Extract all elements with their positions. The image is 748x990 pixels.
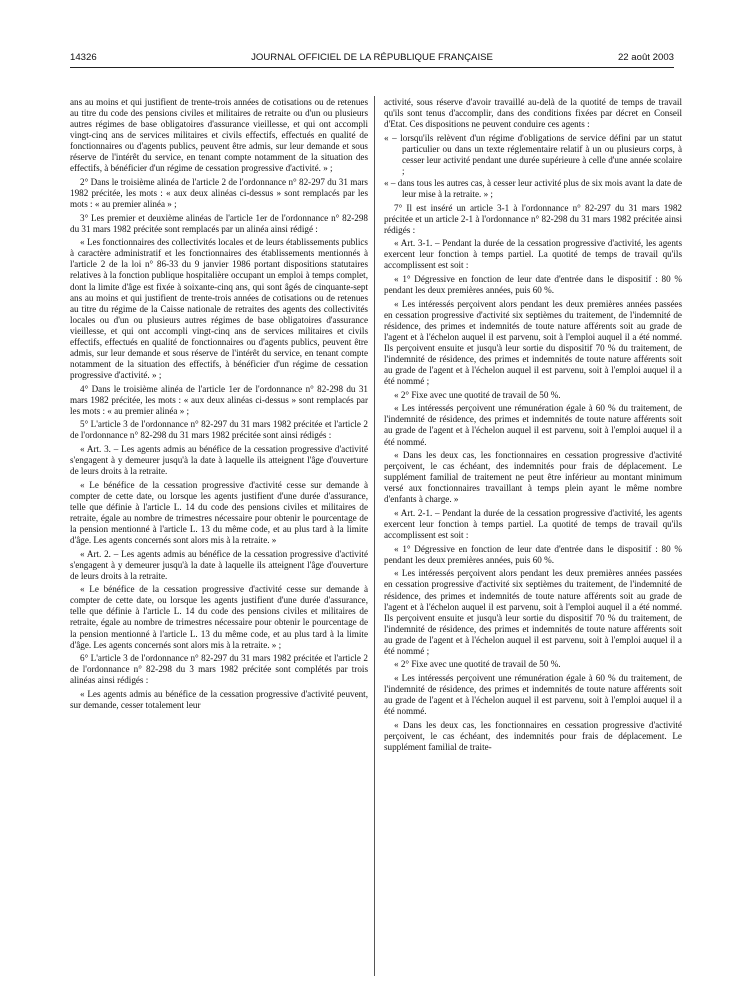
- paragraph: « 2° Fixe avec une quotité de travail de 50 %.: [394, 659, 561, 670]
- list-item: « – lorsqu'ils relèvent d'un régime d'obligations de service défini par un statut particulier ou dans un texte réglementaire relatif à un ou plusieurs corps, à cesser leur activité pendant une durée supérieure à celle d'une année scolaire ;: [384, 132, 682, 176]
- paragraph: ans au moins et qui justifient de trente-trois années de cotisations ou de retenues au titre du code des pensions civiles et militaires de retraite ou d'un ou plusieurs autres régimes de base obligatoires d'assurance vieillesse, et qui ont accompli vingt-cinq ans de services militaires et civils effectifs, effectués en qualité de fonctionnaires ou d'agents publics, peuvent être admis, sur leur demande et sous réserve de l'intérêt du service, en tenant compte notamment de la situation des effectifs, à bénéficier d'un régime de cessation progressive d'activité. » ;: [70, 97, 368, 174]
- issue-date: 22 août 2003: [617, 52, 674, 63]
- paragraph: 2° Dans le troisième alinéa de l'article 2 de l'ordonnance n° 82-297 du 31 mars 1982 précitée, les mots : « aux deux alinéas ci-dessus » sont remplacés par les mots : « au premier alinéa » ;: [70, 176, 368, 210]
- paragraph: « Dans les deux cas, les fonctionnaires en cessation progressive d'activité perçoivent, le cas échéant, des indemnités pour frais de déplacement. Le supplément familial de traite-: [384, 719, 682, 752]
- paragraph: « Les intéressés perçoivent une rémunération égale à 60 % du traitement, de l'indemnité de résidence, des primes et indemnités de toute nature afférents soit au grade de l'agent et à l'échelon auquel il est parvenu, soit à l'emploi auquel il a été nommé.: [384, 403, 682, 447]
- paragraph: « Art. 3-1. – Pendant la durée de la cessation progressive d'activité, les agents exercent leur fonction à temps partiel. La quotité de temps de travail qu'ils accomplissent est soit :: [384, 238, 682, 271]
- paragraph: 7° Il est inséré un article 3-1 à l'ordonnance n° 82-297 du 31 mars 1982 précitée et un article 2-1 à l'ordonnance n° 82-298 du 31 mars 1982 précitée ainsi rédigés :: [384, 202, 682, 235]
- paragraph: « 1° Dégressive en fonction de leur date d'entrée dans le dispositif : 80 % pendant les deux premières années, puis 60 %.: [384, 274, 682, 296]
- journal-title: JOURNAL OFFICIEL DE LA RÉPUBLIQUE FRANÇAISE: [251, 52, 493, 63]
- paragraph: « 1° Dégressive en fonction de leur date d'entrée dans le dispositif : 80 % pendant les deux premières années, puis 60 %.: [384, 543, 682, 565]
- paragraph: « Art. 3. – Les agents admis au bénéfice de la cessation progressive d'activité s'engagent à y demeurer jusqu'à la date à laquelle ils atteignent l'âge d'ouverture de leurs droits à la retraite.: [70, 443, 368, 477]
- paragraph: « 2° Fixe avec une quotité de travail de 50 %.: [394, 389, 561, 400]
- header-rule: [70, 67, 674, 68]
- right-column: [384, 97, 682, 977]
- paragraph: 5° L'article 3 de l'ordonnance n° 82-297 du 31 mars 1982 précitée et l'article 2 de l'ordonnance n° 82-298 du 31 mars 1982 précitée sont ainsi rédigés :: [70, 419, 368, 441]
- paragraph: « Les intéressés perçoivent une rémunération égale à 60 % du traitement, de l'indemnité de résidence, des primes et indemnités de toute nature afférents soit au grade de l'agent et à l'échelon auquel il est parvenu, soit à l'emploi auquel il a été nommé.: [384, 673, 682, 717]
- paragraph: « Art. 2. – Les agents admis au bénéfice de la cessation progressive d'activité s'engagent à y demeurer jusqu'à la date à laquelle ils atteignent l'âge d'ouverture de leurs droits à la retraite.: [70, 548, 368, 581]
- page-number: 14326: [70, 52, 97, 63]
- paragraph: 4° Dans le troisième alinéa de l'article 1er de l'ordonnance n° 82-298 du 31 mars 1982 précitée, les mots : « aux deux alinéas ci-dessus » sont remplacés par les mots : « au premier alinéa » ;: [70, 383, 368, 416]
- paragraph: « Dans les deux cas, les fonctionnaires en cessation progressive d'activité perçoivent, le cas échéant, des indemnités pour frais de déplacement. Le supplément familial de traitement ne peut être inférieur au montant minimum versé aux fonctionnaires travaillant à temps plein ayant le même nombre d'enfants à charge. »: [384, 450, 682, 505]
- left-column: [70, 97, 368, 977]
- column-divider: [374, 96, 375, 976]
- paragraph: activité, sous réserve d'avoir travaillé au-delà de la quotité de temps de travail qu'ils sont tenus d'accomplir, dans des conditions fixées par décret en Conseil d'Etat. Ces dispositions ne peuvent conduire ces agents :: [384, 97, 682, 130]
- paragraph: « Art. 2-1. – Pendant la durée de la cessation progressive d'activité, les agents exercent leur fonction à temps partiel. La quotité de temps de travail qu'ils accomplissent est soit :: [384, 507, 682, 541]
- paragraph: « Le bénéfice de la cessation progressive d'activité cesse sur demande à compter de cette date, ou lorsque les agents justifient d'une durée d'assurance, telle que définie à l'article L. 14 du code des pensions civiles et militaires de retraite, égale au nombre de trimestres nécessaire pour obtenir le pourcentage de la pension mentionné à l'article L. 13 du même code, et au plus tard à la limite d'âge. Les agents concernés sont alors mis à la retraite. »: [70, 479, 368, 545]
- paragraph: « Les agents admis au bénéfice de la cessation progressive d'activité peuvent, sur demande, cesser totalement leur: [70, 688, 368, 710]
- dash-list: [384, 133, 682, 200]
- paragraph: « Les intéressés perçoivent alors pendant les deux premières années passées en cessation progressive d'activité six septièmes du traitement, de l'indemnité de résidence, des primes et indemnités de toute nature afférents soit au grade de l'agent et à l'échelon auquel il est parvenu, soit à l'emploi auquel il a été nommé. Ils perçoivent ensuite et jusqu'à leur sortie du dispositif 70 % du traitement, de l'indemnité de résidence, des primes et indemnités de toute nature afférents soit au grade de l'agent et à l'échelon auquel il est parvenu, soit à l'emploi auquel il a été nommé ;: [384, 568, 682, 656]
- paragraph: 6° L'article 3 de l'ordonnance n° 82-297 du 31 mars 1982 précitée et l'article 2 de l'ordonnance n° 82-298 du 3 mars 1982 précitée sont complétés par trois alinéas ainsi rédigés :: [70, 653, 368, 686]
- paragraph: 3° Les premier et deuxième alinéas de l'article 1er de l'ordonnance n° 82-298 du 31 mars 1982 précitée sont remplacés par un alinéa ainsi rédigé :: [70, 212, 368, 234]
- paragraph: « Le bénéfice de la cessation progressive d'activité cesse sur demande à compter de cette date, ou lorsque les agents justifient d'une durée d'assurance, telle que définie à l'article L. 14 du code des pensions civiles et militaires de retraite, égale au nombre de trimestres nécessaire pour obtenir le pourcentage de la pension mentionné à l'article L. 13 du même code, et au plus tard à la limite d'âge. Les agents concernés sont alors mis à la retraite. » ;: [70, 584, 368, 650]
- paragraph: « Les intéressés perçoivent alors pendant les deux premières années passées en cessation progressive d'activité six septièmes du traitement, de l'indemnité de résidence, des primes et indemnités de toute nature afférents soit au grade de l'agent et à l'échelon auquel il est parvenu, soit à l'emploi auquel il a été nommé. Ils perçoivent ensuite et jusqu'à leur sortie du dispositif 70 % du traitement, de l'indemnité de résidence, des primes et indemnités de toute nature afférents soit au grade de l'agent et à l'échelon auquel il est parvenu, soit à l'emploi auquel il a été nommé ;: [384, 298, 682, 387]
- list-item: « – dans tous les autres cas, à cesser leur activité plus de six mois avant la date de leur mise à la retraite. » ;: [384, 177, 682, 199]
- paragraph: « Les fonctionnaires des collectivités locales et de leurs établissements publics à caractère administratif et les fonctionnaires des établissements mentionnés à l'article 2 de la loi n° 86-33 du 9 janvier 1986 portant dispositions statutaires relatives à la fonction publique hospitalière occupant un emploi à temps complet, dont la limite d'âge est fixée à soixante-cinq ans, qui sont âgés de cinquante-sept ans au moins et qui justifient de trente-trois années de cotisations ou de retenues au titre du régime de la Caisse nationale de retraites des agents des collectivités locales ou d'un ou plusieurs autres régimes de base obligatoires d'assurance vieillesse, et qui ont accompli vingt-cinq ans de services militaires et civils effectifs, effectués en qualité de fonctionnaires ou d'agents publics, peuvent être admis, sur leur demande et sous réserve de l'intérêt du service, en tenant compte notamment de la situation des effectifs, à bénéficier d'un régime de cessation progressive d'activité. » ;: [70, 237, 368, 380]
